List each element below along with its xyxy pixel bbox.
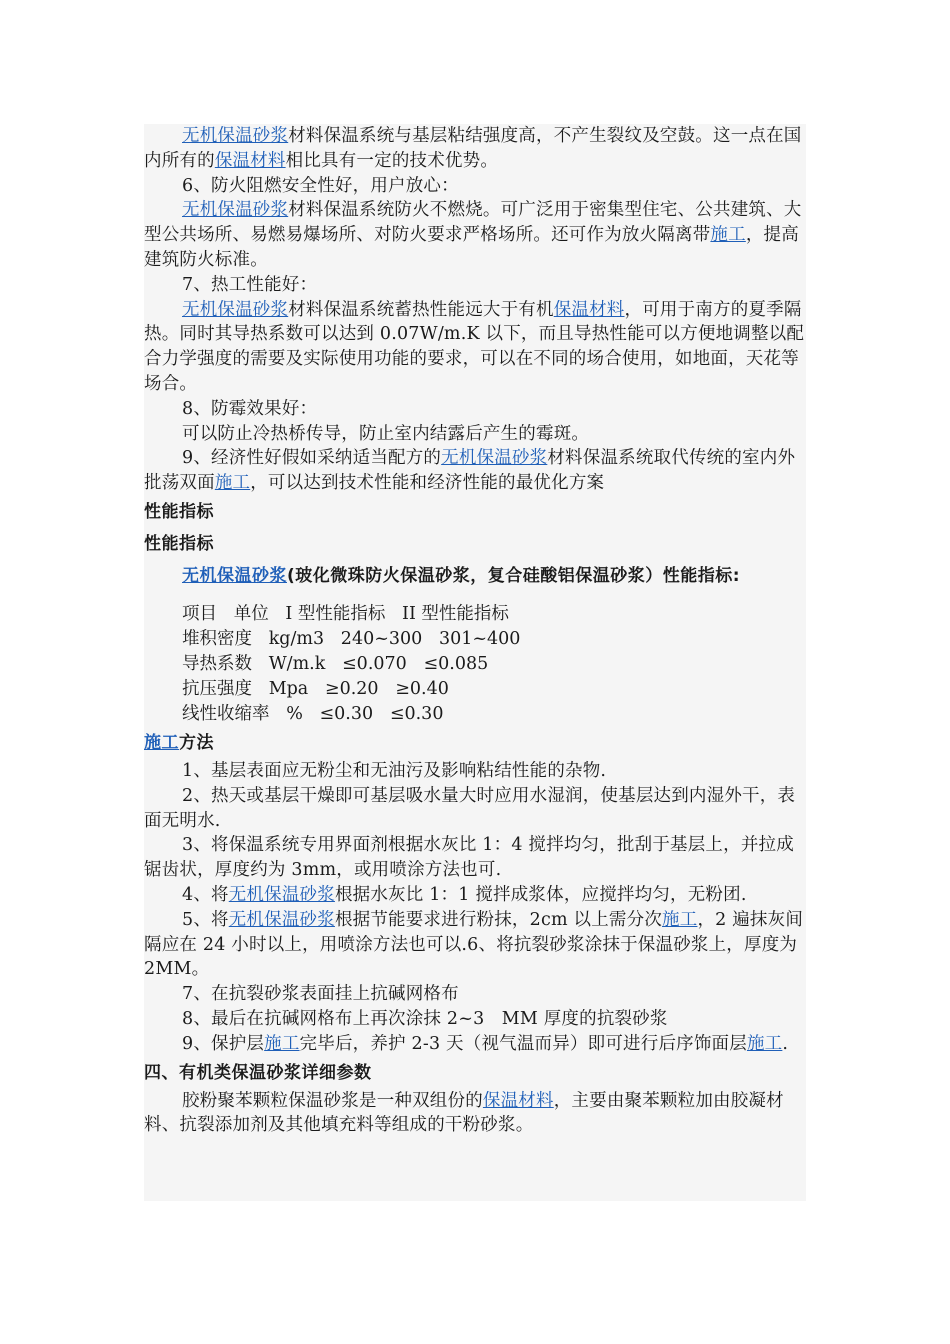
text: 4、将 — [182, 884, 229, 905]
item-heading-6: 6、防火阻燃安全性好，用户放心： — [182, 175, 459, 196]
link-construction[interactable]: 施工 — [662, 909, 698, 930]
table-row: 堆积密度 kg/m3 240~300 301~400 — [182, 628, 521, 649]
text: 相比具有一定的技术优势。 — [285, 150, 499, 171]
text: ，可用于南方的夏季隔热。同时其导热系数可以达到 0.07W/m.K 以下，而且导热性能可以方便地调整以配合力学强度的需要及实际使用功能的要求，可以在不同的场合使用，如地面，天花等场合。 — [144, 299, 805, 394]
step-9 — [144, 1032, 806, 1057]
text: 完毕后，养护 2-3 天（视气温而异）即可进行后序饰面层 — [299, 1033, 747, 1054]
paragraph-bonding — [144, 124, 806, 174]
text: 5、将 — [182, 909, 229, 930]
table-row: 抗压强度 Mpa ≥0.20 ≥0.40 — [182, 678, 449, 699]
link-construction[interactable]: 施工 — [710, 225, 746, 246]
section-heading-method — [144, 727, 806, 759]
link-insulation-material[interactable]: 保温材料 — [482, 1090, 554, 1111]
link-insulation-material[interactable]: 保温材料 — [214, 150, 286, 171]
link-inorganic-mortar[interactable]: 无机保温砂浆 — [228, 909, 335, 930]
text: ，可以达到技术性能和经济性能的最优化方案 — [250, 473, 605, 494]
text: 材料保温系统与基层粘结强度高，不产生裂纹及空鼓。这一点在国内所有的 — [144, 126, 802, 171]
text: ，主要由聚苯颗粒加由胶凝材料、抗裂添加剂及其他填充料等组成的干粉砂浆。 — [144, 1090, 784, 1136]
text: (玻化微珠防火保温砂浆，复合硅酸铝保温砂浆）性能指标: — [287, 565, 741, 586]
step-4 — [144, 883, 806, 908]
text: 方法 — [179, 732, 214, 753]
paragraph-organic — [144, 1089, 806, 1139]
text: ，提高建筑防火标准。 — [144, 225, 799, 270]
link-inorganic-mortar[interactable]: 无机保温砂浆 — [441, 448, 548, 469]
section-heading-organic: 四、有机类保温砂浆详细参数 — [144, 1062, 372, 1083]
link-construction[interactable]: 施工 — [144, 732, 179, 753]
spacer — [144, 592, 806, 602]
link-construction[interactable]: 施工 — [746, 1033, 783, 1054]
text: 根据节能要求进行粉抹，2cm 以上需分次 — [334, 909, 663, 930]
link-inorganic-mortar[interactable]: 无机保温砂浆 — [182, 200, 289, 221]
step-5 — [144, 908, 806, 982]
table-row: 项目 单位 I 型性能指标 II 型性能指标 — [182, 603, 509, 624]
performance-intro — [144, 560, 806, 592]
link-construction[interactable]: 施工 — [214, 473, 251, 494]
item-heading-8: 8、防霉效果好： — [182, 398, 318, 419]
link-construction[interactable]: 施工 — [264, 1033, 300, 1054]
text: . — [782, 1033, 789, 1054]
paragraph-fireproof — [144, 198, 806, 272]
link-inorganic-mortar[interactable]: 无机保温砂浆 — [228, 884, 335, 905]
link-insulation-material[interactable]: 保温材料 — [553, 299, 625, 320]
table-row: 线性收缩率 % ≤0.30 ≤0.30 — [182, 703, 444, 724]
section-heading-performance: 性能指标 — [144, 501, 214, 522]
text: 根据水灰比 1：1 搅拌成浆体，应搅拌均匀，无粉团. — [334, 884, 747, 905]
paragraph-mold: 可以防止冷热桥传导，防止室内结露后产生的霉斑。 — [182, 423, 590, 444]
performance-table — [144, 602, 806, 727]
item-heading-7: 7、热工性能好： — [182, 274, 318, 295]
link-inorganic-mortar[interactable]: 无机保温砂浆 — [182, 299, 289, 320]
text: 9、保护层 — [182, 1033, 265, 1054]
paragraph-economy — [144, 446, 806, 496]
text: ，2 遍抹灰间隔应在 24 小时以上，用喷涂方法也可以.6、将抗裂砂浆涂抹于保温砂浆上，厚度为 2MM。 — [144, 909, 804, 980]
step-3: 3、将保温系统专用界面剂根据水灰比 1：4 搅拌均匀，批刮于基层上，并拉成锯齿状，厚度约为 3mm，或用喷涂方法也可. — [144, 835, 794, 881]
text: 材料保温系统取代传统的室内外批荡双面 — [144, 448, 796, 494]
text: 胶粉聚苯颗粒保温砂浆是一种双组份的 — [182, 1090, 483, 1111]
link-inorganic-mortar[interactable]: 无机保温砂浆 — [182, 126, 289, 146]
table-row: 导热系数 W/m.k ≤0.070 ≤0.085 — [182, 653, 489, 674]
document-page — [144, 124, 806, 1201]
paragraph-thermal — [144, 298, 806, 397]
step-8: 8、最后在抗碱网格布上再次涂抹 2~3 MM 厚度的抗裂砂浆 — [182, 1008, 668, 1029]
step-2: 2、热天或基层干燥即可基层吸水量大时应用水湿润，使基层达到内湿外干，表面无明水. — [144, 785, 796, 831]
text: 9、经济性好假如采纳适当配方的 — [182, 448, 442, 469]
step-1: 1、基层表面应无粉尘和无油污及影响粘结性能的杂物. — [182, 760, 607, 781]
step-7: 7、在抗裂砂浆表面挂上抗碱网格布 — [182, 984, 459, 1005]
text: 材料保温系统防火不燃烧。可广泛用于密集型住宅、公共建筑、大型公共场所、易燃易爆场所、对防火要求严格场所。还可作为放火隔离带 — [144, 200, 802, 246]
link-inorganic-mortar[interactable]: 无机保温砂浆 — [182, 565, 287, 586]
section-heading-performance-2: 性能指标 — [144, 533, 214, 554]
text: 材料保温系统蓄热性能远大于有机 — [288, 299, 554, 320]
